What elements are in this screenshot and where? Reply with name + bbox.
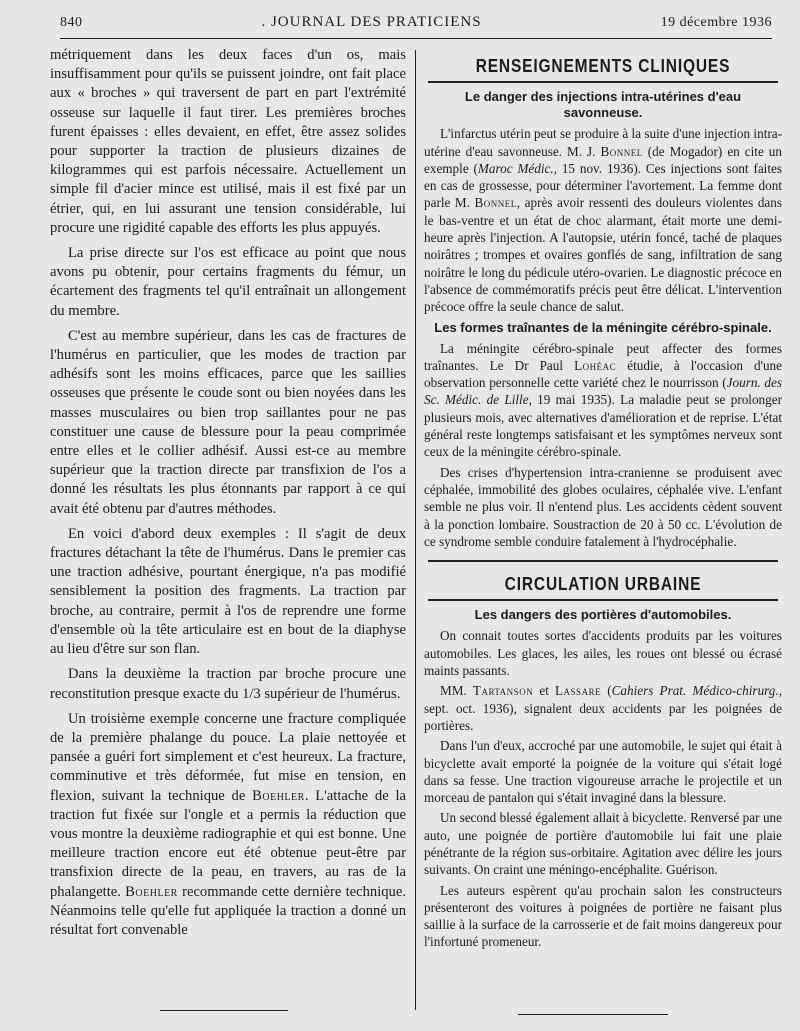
text-run: , après avoir ressenti des douleurs violentes dans le bas-ventre et un état de choc alarmant, était morte une demi-heure après l'injection. A l'autopsie, utérin foncé, taché de plaques noirâtres ; trompes et ovaires gonflés de sang, infiltration de sang noirâtre le long du pédicule utéro-ovarien. Le diagnostic précoce en l'absence de commémoratifs précis peut être délicat. L'intervention précoce offre la seule chance de salut. (424, 195, 782, 315)
article-title-meningite: Les formes traînantes de la méningite cérébro-spinale. (434, 319, 772, 335)
author-name: Bonnel (474, 195, 517, 211)
left-paragraph-2: La prise directe sur l'os est efficace au point que nous avons pu obtenir, pour certains fragments du fémur, un écartement des fragments tel qu'il entraînait un allongement du membre. (50, 245, 406, 319)
article-paragraph: On connait toutes sortes d'accidents produits par les voitures automobiles. Les glaces, les ailes, les roues ont blessé ou écrasé maints passants. (424, 628, 782, 679)
text-run: . L'attache de la traction fut fixée sur l'ongle et a permis la réduction que vous montre la deuxième radiographie et qui est bonne. Une meilleure traction encore eut été obtenue peut-être par transfixion directe de la peau, en travers, au ras de la phalangette. (50, 787, 406, 900)
left-paragraph-5: Dans la deuxième la traction par broche procure une reconstitution presque exacte du 1/3 supérieur de l'humérus. (50, 666, 406, 702)
issue-date: 19 décembre 1936 (660, 15, 772, 30)
column-separator (415, 50, 416, 1010)
left-paragraph-4: En voici d'abord deux exemples : Il s'agit de deux fractures détachant la tête de l'humérus. Dans le premier cas une traction adhésive, pourtant énergique, n'a pas modifié sensiblement la position des fragments. La traction par broche, au contraire, permit à l'os de reprendre une forme d'ensemble où la tête articulaire est en bout de la diaphyse au lieu d'être sur son flan. (50, 525, 406, 658)
left-end-rule (160, 1010, 288, 1011)
page-header (60, 14, 772, 36)
right-column (424, 54, 782, 954)
article-paragraph: Les auteurs espèrent qu'au prochain salon les constructeurs présenteront des voitures à poignées de portière ne faisant plus saillie à la surface de la carrosserie et de fait moins dangereux pour l'infortuné promeneur. (424, 882, 782, 950)
author-name: Tartanson (472, 683, 534, 699)
article-paragraph: Des crises d'hypertension intra-cranienne se produisent avec céphalée, immobilité des globes oculaires, céphalée vive. L'enfant semble ne plus voir. Il n'entend plus. Les accidents cèdent souvent à la ponction lombaire. Soustraction de 20 à 50 cc. L'évolution de ce syndrome semble conduire fatalement à l'hydrocéphalie. (424, 464, 782, 549)
article-paragraph (424, 125, 782, 315)
text-run: Un troisième exemple concerne une fracture compliquée de la première phalange du pouce. La plaie nettoyée et pansée a guéri fort simplement et c'est heureux. La fracture, comminutive et très déformée, fut mise en tension, en flexion, suivant la technique de (50, 710, 406, 804)
section-rule (428, 599, 778, 601)
article-paragraph: Dans l'un d'eux, accroché par une automobile, le sujet qui était à bicyclette avait emporté la poignée de la voiture qui s'était logé dans sa fesse. Une traction vigoureuse arrache le projectile et un morceau de pantalon qui s'était invaginé dans la blessure. (424, 738, 782, 806)
page-number: 840 (60, 15, 83, 30)
source-citation: Journ. des Sc. Médic. de Lille (424, 375, 782, 408)
left-paragraph-1: métriquement dans les deux faces d'un os, mais insuffisamment pour qu'ils se puissent joindre, ont fait place aux « broches » qui traversent de part en part l'extrémité osseuse sur laquelle il faut tirer. Les premières broches furent épaisses : elles devaient, en effet, être assez solides pour supporter la traction de plusieurs dizaines de kilogrammes qui est parfois nécessaire. Actuellement un simple fil d'acier mince est utilisé, mais il est fixé par un étrier, qui, en lui assurant une tension considérable, lui procure une rigidité capable des efforts les plus appuyés. (50, 47, 406, 236)
author-name: Boehler (252, 787, 305, 804)
header-rule (60, 38, 772, 39)
author-name: Lohéac (574, 357, 617, 373)
right-end-rule (518, 1014, 668, 1015)
text-run: La méningite cérébro-spinale peut affecter des formes traînantes. Le Dr Paul (424, 340, 782, 373)
text-run: (de Mogador) en cite un exemple ( (424, 143, 782, 176)
text-run: et (533, 683, 555, 699)
section-rule (428, 81, 778, 83)
source-citation: Maroc Médic. (477, 160, 554, 176)
article-paragraph: Un second blessé également allait à bicyclette. Renversé par une auto, une poignée de portière d'automobile lui fait une plaie pénétrante de la région sus-orbitaire. Agitation avec délire les jours suivants. On craint une méningo-encéphalite. Guérison. (424, 810, 782, 878)
text-run: MM. (440, 683, 473, 699)
article-title-portieres: Les dangers des portières d'automobiles. (474, 607, 732, 623)
left-column (50, 46, 406, 946)
section-title-circulation: CIRCULATION URBAINE (504, 574, 702, 595)
text-run: L'infarctus utérin peut se produire à la suite d'une injection intra-utérine d'eau savonneuse. M. J. (424, 126, 782, 159)
text-run: , 19 mai 1935). La maladie peut se prolonger plusieurs mois, avec alternatives d'amélioration et de reprise. L'état général reste longtemps satisfaisant et les symptômes nerveux sont ceux de la méningite cérébro-spinale. (424, 392, 782, 460)
source-citation: Cahiers Prat. Médico-chirurg. (611, 683, 779, 699)
text-run: étudie, à l'occasion d'une observation personnelle cette variété chez le nourrisson ( (424, 357, 782, 391)
text-run: , sept. oct. 1936), signalent deux accidents par les poignées de portières. (424, 683, 782, 733)
left-paragraph-3: C'est au membre supérieur, dans les cas de fractures de l'humérus en particulier, que les modes de traction par adhésifs sont les moins efficaces, parce que les saillies osseuses que présente le coude sont ou bien noyées dans les masses musculaires ou bien trop saillantes pour ne pas constituer une cause de blessure pour la peau comprimée entre elles et le collier adhésif. Aussi est-ce au membre supérieur que la traction directe par transfixion de l'os a donné les résultats les plus étonnants par rapport à ce qui avait été obtenu par d'autres méthodes. (50, 327, 406, 517)
article-paragraph (424, 340, 782, 461)
author-name: Bonnel (600, 143, 643, 159)
journal-title: . JOURNAL DES PRATICIENS (261, 14, 482, 30)
article-title-injections: Le danger des injections intra-utérines d'eau savonneuse. (464, 89, 742, 121)
author-name: Boehler (125, 883, 178, 900)
author-name: Lassare (555, 683, 602, 699)
left-paragraph-6 (50, 710, 406, 940)
text-run: , 15 nov. 1936). Ces injections sont faites en cas de grossesse, pour déterminer l'avortement. La femme dont parle M. (424, 160, 782, 211)
article-paragraph (424, 682, 782, 734)
text-run: ( (601, 683, 612, 699)
text-run: recommande cette dernière technique. Néanmoins telle qu'elle fut appliquée la traction a donné un résultat fort convenable (50, 883, 406, 938)
section-title-renseignements: RENSEIGNEMENTS CLINIQUES (475, 56, 731, 76)
section-rule (428, 560, 778, 562)
